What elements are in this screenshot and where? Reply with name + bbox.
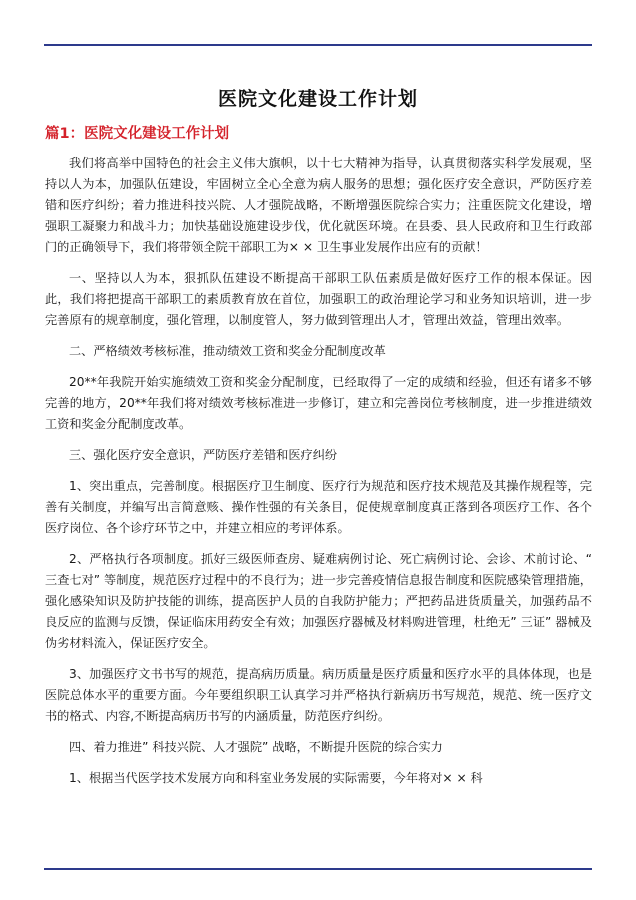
document-body — [45, 153, 592, 799]
section-heading-2: 二、严格绩效考核标准，推动绩效工资和奖金分配制度改革 — [69, 344, 386, 358]
paragraph-intro: 我们将高举中国特色的社会主义伟大旗帜，以十七大精神为指导，认真贯彻落实科学发展观，坚持以人为本，加强队伍建设，牢固树立全心全意为病人服务的思想；强化医疗安全意识，严防医疗差错和医疗纠纷；着力推进科技兴院、人才强院战略，不断增强医院综合实力；注重医院文化建设，增强职工凝聚力和战斗力；加快基础设施建设步伐，优化就医环境。在县委、县人民政府和卫生行政部门的正确领导下，我们将带领全院干部职工为× × 卫生事业发展作出应有的贡献！ — [45, 156, 592, 254]
paragraph-section-1: 一、坚持以人为本，狠抓队伍建设不断提高干部职工队伍素质是做好医疗工作的根本保证。因此，我们将把提高干部职工的素质教育放在首位，加强职工的政治理论学习和业务知识培训，进一步完善原有的规章制度，强化管理，以制度管人，努力做到管理出人才，管理出效益，管理出效率。 — [45, 271, 592, 327]
paragraph-item-4-1: 1、根据当代医学技术发展方向和科室业务发展的实际需要，今年将对× × 科 — [69, 771, 483, 785]
header-rule — [44, 44, 592, 46]
paragraph-item-3-3: 3、加强医疗文书书写的规范，提高病历质量。病历质量是医疗质量和医疗水平的具体体现，也是医院总体水平的重要方面。今年要组织职工认真学习并严格执行新病历书写规范，规范、统一医疗文书的格式、内容,不断提高病历书写的内涵质量，防范医疗纠纷。 — [45, 667, 592, 723]
footer-rule — [44, 868, 592, 870]
section-heading-3: 三、强化医疗安全意识，严防医疗差错和医疗纠纷 — [69, 448, 338, 462]
paragraph-item-3-2: 2、严格执行各项制度。抓好三级医师查房、疑难病例讨论、死亡病例讨论、会诊、术前讨论、“ 三查七对” 等制度，规范医疗过程中的不良行为；进一步完善疫情信息报告制度和医院感染管理措施，强化感染知识及防护技能的训练，提高医护人员的自我防护能力；严把药品进货质量关，加强药品不良反应的监测与反馈，保证临床用药安全有效；加强医疗器械及材料购进管理，杜绝无” 三证” 器械及伪劣材料流入，保证医疗安全。 — [45, 552, 592, 650]
paragraph-section-2: 20**年我院开始实施绩效工资和奖金分配制度，已经取得了一定的成绩和经验，但还有诸多不够完善的地方，20**年我们将对绩效考核标准进一步修订，建立和完善岗位考核制度，进一步推进绩效工资和奖金分配制度改革。 — [45, 375, 592, 431]
section-heading-4: 四、着力推进” 科技兴院、人才强院” 战略，不断提升医院的综合实力 — [69, 740, 443, 754]
paragraph-item-3-1: 1、突出重点，完善制度。根据医疗卫生制度、医疗行为规范和医疗技术规范及其操作规程等，完善有关制度，并编写出言简意赅、操作性强的有关条目，促使规章制度真正落到各项医疗工作、各个医疗岗位、各个诊疗环节之中，并建立相应的考评体系。 — [45, 479, 592, 535]
section-subtitle: 篇1：医院文化建设工作计划 — [45, 126, 230, 142]
document-title: 医院文化建设工作计划 — [217, 88, 418, 110]
